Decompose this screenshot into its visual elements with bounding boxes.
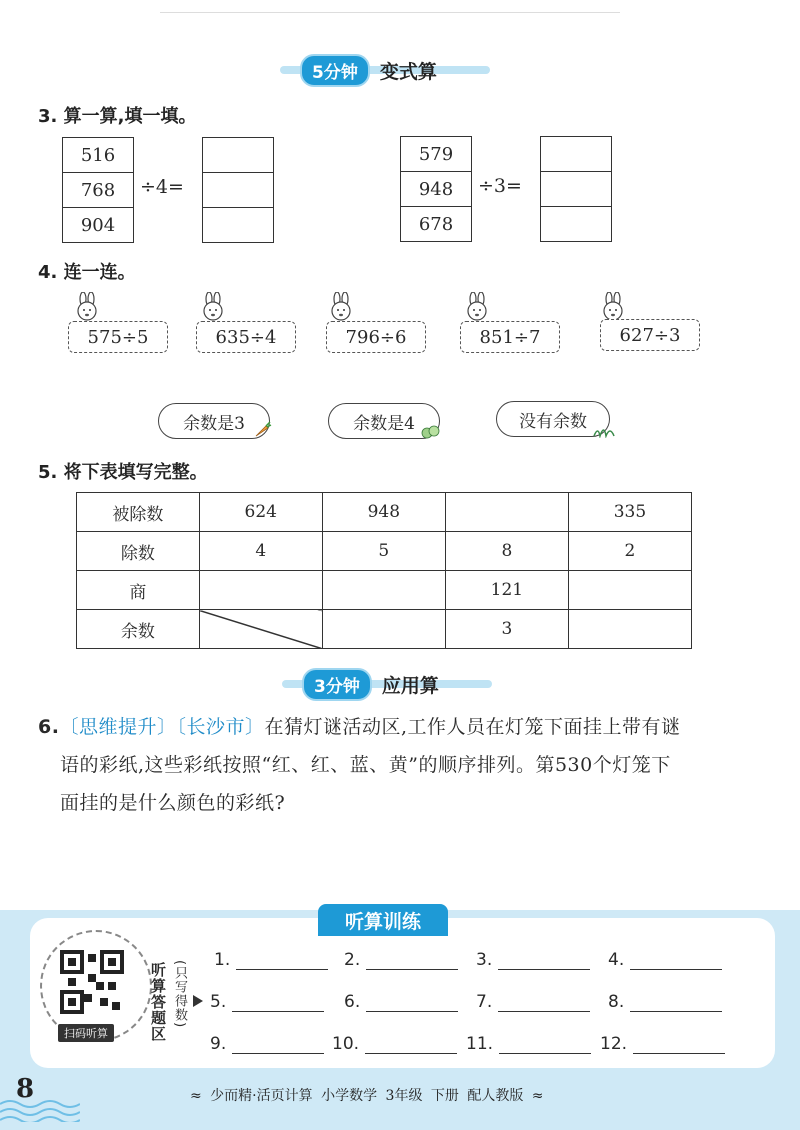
table-cell-blank[interactable] — [568, 571, 691, 610]
expression-card[interactable]: 575÷5 — [68, 321, 168, 353]
q3-title: 3. 算一算,填一填。 — [38, 106, 197, 127]
table-row — [77, 532, 692, 571]
answer-blank[interactable] — [476, 992, 590, 1012]
arrow-right-icon — [192, 994, 204, 1008]
grass-icon — [592, 420, 618, 438]
bunny-icon — [72, 292, 102, 322]
blank-number: 8. — [608, 992, 625, 1012]
q6-line-2: 语的彩纸,这些彩纸按照“红、红、蓝、黄”的顺序排列。第530个灯笼下 — [60, 754, 671, 776]
page-number: 8 — [16, 1074, 35, 1104]
answer-cell[interactable] — [203, 138, 273, 173]
division-table — [76, 492, 692, 649]
tag-thinking: 〔思维提升〕 — [59, 716, 177, 738]
q3-left-operator: ÷4= — [140, 176, 184, 198]
blank-number: 10. — [332, 1034, 360, 1054]
table-cell-slashed — [199, 610, 322, 649]
table-row — [77, 571, 692, 610]
blank-number: 2. — [344, 950, 361, 970]
answer-cell[interactable] — [541, 207, 611, 241]
footer-text: ≈ 少而精·活页计算 小学数学 3年级 下册 配人教版 ≈ — [190, 1088, 544, 1104]
answer-blank[interactable] — [608, 950, 722, 970]
row-header: 除数 — [77, 532, 200, 571]
number-cell: 948 — [401, 172, 471, 207]
answer-area-label: 听算答题区 — [149, 962, 167, 1042]
table-cell: 335 — [568, 493, 691, 532]
leaf-icon — [420, 420, 442, 440]
section-badge: 5分钟 — [300, 54, 370, 87]
table-cell: 948 — [322, 493, 445, 532]
answer-blank[interactable] — [476, 950, 590, 970]
section-title: 变式算 — [379, 60, 437, 83]
answer-oval[interactable]: 余数是4 — [328, 403, 440, 439]
answer-blank[interactable] — [344, 992, 458, 1012]
row-header: 余数 — [77, 610, 200, 649]
q3-right-operator: ÷3= — [478, 175, 522, 197]
blank-number: 11. — [466, 1034, 494, 1054]
blank-number: 4. — [608, 950, 625, 970]
answer-cell[interactable] — [203, 173, 273, 208]
section-badge: 3分钟 — [302, 668, 372, 701]
answer-blank[interactable] — [332, 1034, 457, 1054]
table-cell-blank[interactable] — [199, 571, 322, 610]
table-cell: 2 — [568, 532, 691, 571]
q3-left-numbers — [62, 137, 134, 243]
blank-number: 3. — [476, 950, 493, 970]
table-cell-blank[interactable] — [445, 493, 568, 532]
section-title: 应用算 — [381, 674, 439, 697]
answer-area-note: (只写得数) — [172, 960, 187, 1029]
answer-blank[interactable] — [344, 950, 458, 970]
blank-number: 5. — [210, 992, 227, 1012]
section-banner-1 — [300, 56, 437, 84]
number-cell: 768 — [63, 173, 133, 208]
bunny-icon — [462, 292, 492, 322]
blank-number: 1. — [214, 950, 231, 970]
q3-right-numbers — [400, 136, 472, 242]
table-cell: 3 — [445, 610, 568, 649]
answer-blank[interactable] — [608, 992, 722, 1012]
answer-blank[interactable] — [210, 1034, 324, 1054]
answer-cell[interactable] — [203, 208, 273, 242]
q6-number: 6. — [38, 716, 60, 738]
listening-title: 听算训练 — [344, 910, 421, 933]
answer-blank[interactable] — [600, 1034, 725, 1054]
expression-card[interactable]: 851÷7 — [460, 321, 560, 353]
tag-city: 〔长沙市〕 — [176, 716, 265, 738]
table-cell: 4 — [199, 532, 322, 571]
table-cell-blank[interactable] — [568, 610, 691, 649]
expression-card[interactable]: 796÷6 — [326, 321, 426, 353]
answer-cell[interactable] — [541, 172, 611, 207]
number-cell: 579 — [401, 137, 471, 172]
row-header: 被除数 — [77, 493, 200, 532]
answer-oval[interactable]: 余数是3 — [158, 403, 270, 439]
table-row — [77, 610, 692, 649]
expression-card[interactable]: 627÷3 — [600, 319, 700, 351]
bunny-icon — [598, 292, 628, 322]
table-cell: 624 — [199, 493, 322, 532]
answer-blank[interactable] — [466, 1034, 591, 1054]
table-cell: 121 — [445, 571, 568, 610]
number-cell: 516 — [63, 138, 133, 173]
table-row — [77, 493, 692, 532]
q6-line-3: 面挂的是什么颜色的彩纸? — [60, 792, 286, 814]
q4-title: 4. 连一连。 — [38, 262, 136, 283]
number-cell: 904 — [80, 214, 116, 236]
blank-number: 6. — [344, 992, 361, 1012]
table-cell: 8 — [445, 532, 568, 571]
answer-cell[interactable] — [541, 137, 611, 172]
q6-line-1 — [38, 712, 681, 739]
table-cell-blank[interactable] — [322, 571, 445, 610]
answer-blank[interactable] — [210, 992, 324, 1012]
table-cell: 5 — [322, 532, 445, 571]
answer-blank[interactable] — [214, 950, 328, 970]
wave-decoration-icon — [0, 1098, 80, 1122]
answer-oval[interactable]: 没有余数 — [496, 401, 610, 437]
carrot-icon — [252, 420, 272, 440]
bunny-icon — [198, 292, 228, 322]
blank-number: 7. — [476, 992, 493, 1012]
qr-code-icon[interactable] — [60, 950, 124, 1014]
q3-right-answers — [540, 136, 612, 242]
table-cell-blank[interactable] — [322, 610, 445, 649]
q5-title: 5. 将下表填写完整。 — [38, 462, 208, 483]
section-banner-2 — [302, 670, 439, 698]
expression-card[interactable]: 635÷4 — [196, 321, 296, 353]
row-header: 商 — [77, 571, 200, 610]
scan-label: 扫码听算 — [58, 1024, 114, 1042]
listening-title-tab — [318, 904, 448, 936]
bunny-icon — [326, 292, 356, 322]
q6-text: 在猜灯谜活动区,工作人员在灯笼下面挂上带有谜 — [264, 716, 681, 738]
blank-number: 12. — [600, 1034, 628, 1054]
top-rule — [160, 12, 620, 13]
blank-number: 9. — [210, 1034, 227, 1054]
q3-left-answers — [202, 137, 274, 243]
number-cell: 678 — [418, 213, 454, 235]
